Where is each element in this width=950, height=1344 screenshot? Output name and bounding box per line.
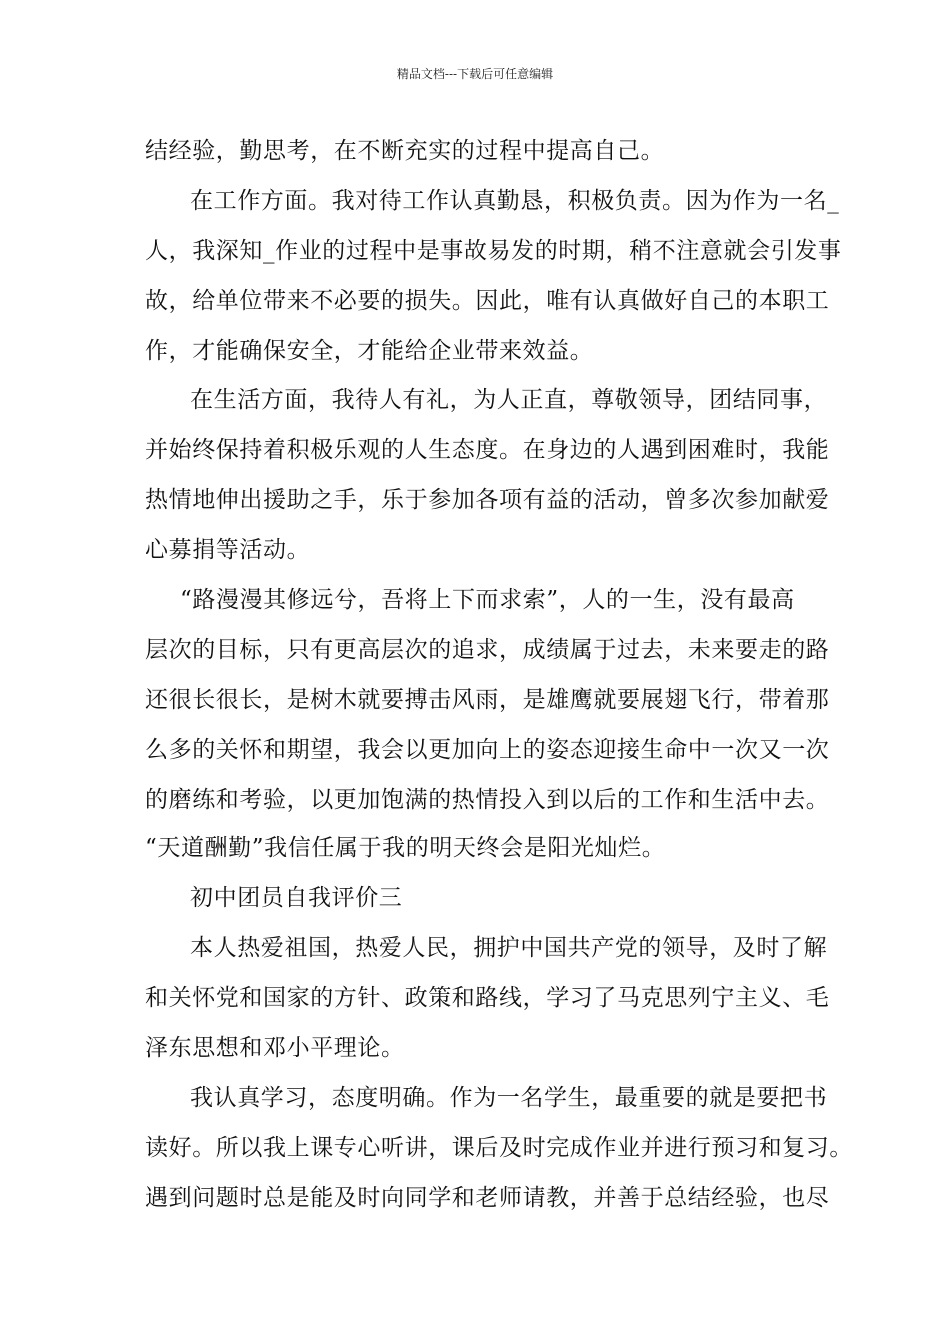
text-line: 在工作方面。我对待工作认真勤恳，积极负责。因为作为一名_ [190,188,840,214]
text-line: “路漫漫其修远兮，吾将上下而求索”，人的一生，没有最高 [180,587,795,613]
text-line: 读好。所以我上课专心听讲，课后及时完成作业并进行预习和复习。 [145,1135,853,1161]
text-line: 作，才能确保安全，才能给企业带来效益。 [145,338,594,364]
section-heading: 初中团员自我评价三 [190,885,403,911]
text-line: 本人热爱祖国，热爱人民，拥护中国共产党的领导，及时了解 [190,935,828,961]
text-line: 和关怀党和国家的方针、政策和路线，学习了马克思列宁主义、毛 [145,985,830,1011]
text-line: 遇到问题时总是能及时向同学和老师请教，并善于总结经验，也尽 [145,1185,830,1211]
text-line: 热情地伸出援助之手，乐于参加各项有益的活动，曾多次参加献爱 [145,487,830,513]
text-line: “天道酬勤”我信任属于我的明天终会是阳光灿烂。 [145,835,666,861]
text-line: 么多的关怀和期望，我会以更加向上的姿态迎接生命中一次又一次 [145,737,830,763]
text-line: 在生活方面，我待人有礼，为人正直，尊敬领导，团结同事， [190,387,828,413]
text-line: 并始终保持着积极乐观的人生态度。在身边的人遇到困难时，我能 [145,437,830,463]
text-line: 还很长很长，是树木就要搏击风雨，是雄鹰就要展翅飞行，带着那 [145,687,830,713]
text-line: 心募捐等活动。 [145,537,311,563]
text-line: 人，我深知_作业的过程中是事故易发的时期，稍不注意就会引发事 [145,238,842,264]
text-line: 层次的目标，只有更高层次的追求，成绩属于过去，未来要走的路 [145,637,830,663]
text-line: 泽东思想和邓小平理论。 [145,1035,405,1061]
text-line: 结经验，勤思考，在不断充实的过程中提高自己。 [145,138,665,164]
page-header: 精品文档---下载后可任意编辑 [396,67,554,81]
text-line: 故，给单位带来不必要的损失。因此，唯有认真做好自己的本职工 [145,288,830,314]
text-line: 的磨练和考验，以更加饱满的热情投入到以后的工作和生活中去。 [145,787,830,813]
text-line: 我认真学习，态度明确。作为一名学生，最重要的就是要把书 [190,1085,828,1111]
